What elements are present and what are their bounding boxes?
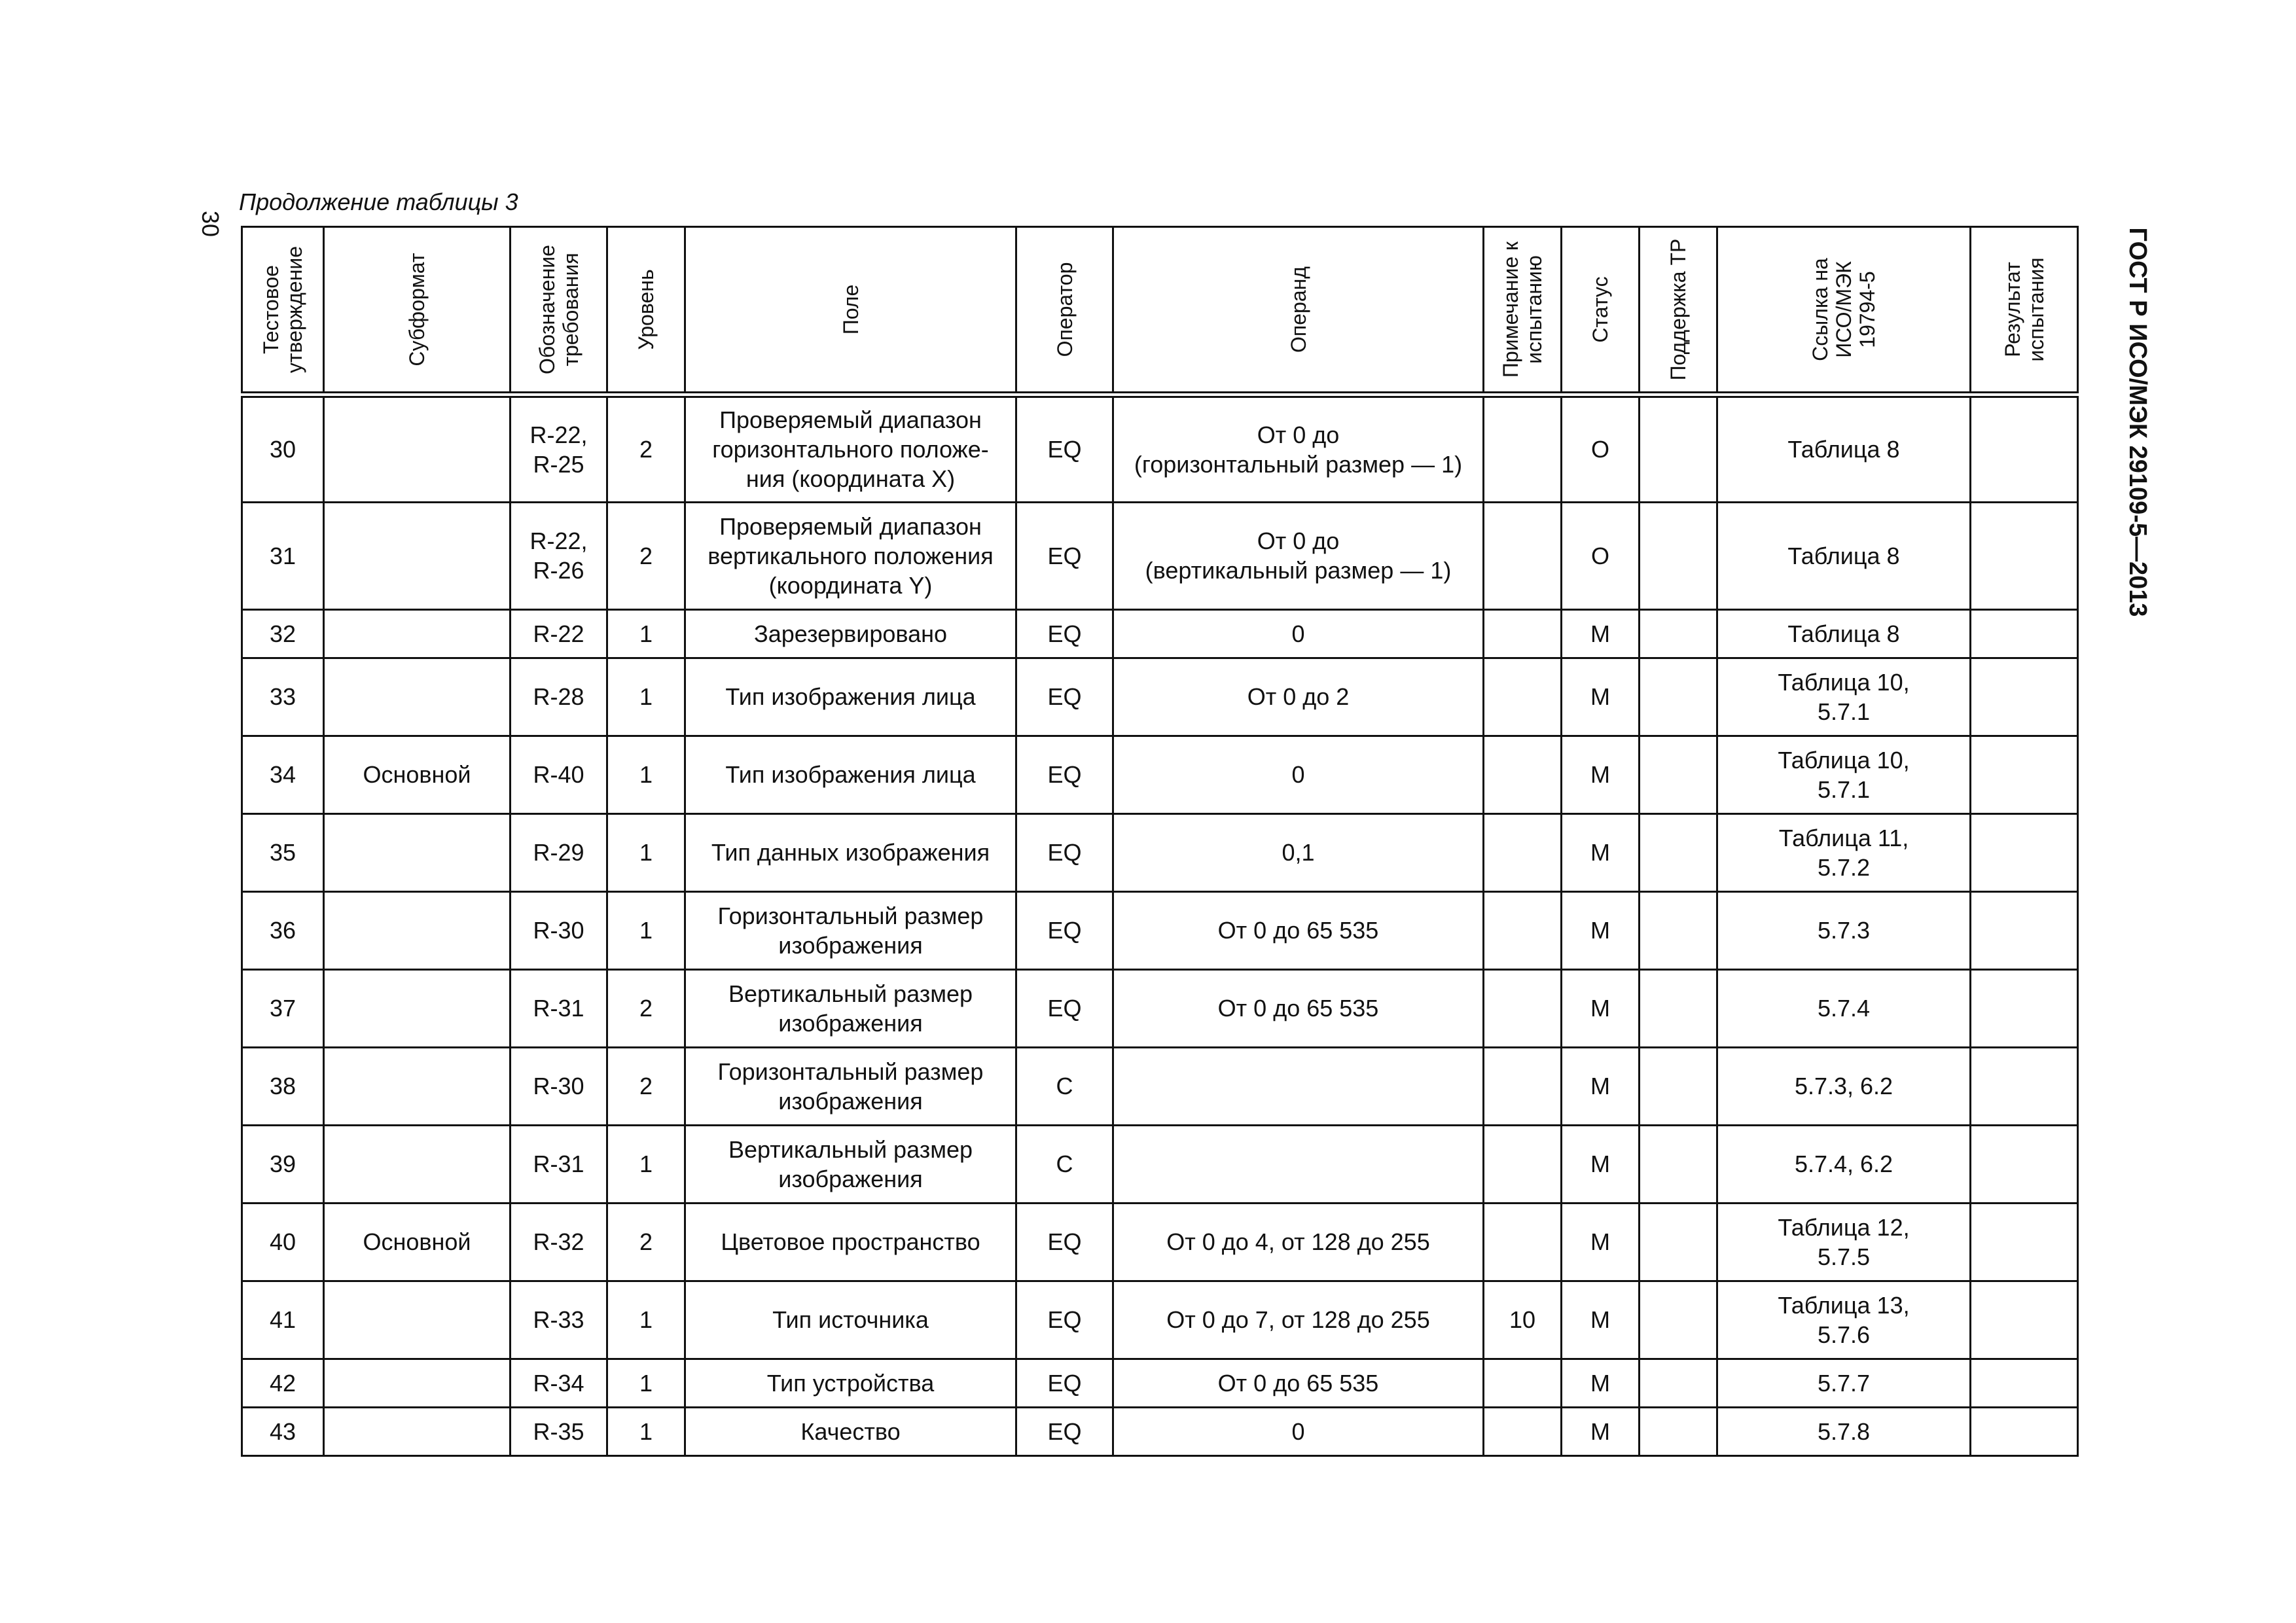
table-cell: 40 [242, 1203, 324, 1281]
table-row [242, 1359, 2078, 1407]
table-cell: R-40 [511, 736, 607, 813]
table-row [242, 813, 2078, 891]
table-cell [1640, 1359, 1717, 1407]
header-tr-support: Поддержка ТР [1666, 238, 1690, 381]
table-cell: R-31 [511, 969, 607, 1047]
table-cell: M [1562, 969, 1640, 1047]
table-row [242, 1203, 2078, 1281]
table-cell: 1 [607, 1407, 685, 1455]
table-cell: Таблица 8 [1717, 502, 1971, 609]
table-row [242, 1125, 2078, 1203]
table-cell [1971, 813, 2078, 891]
table-cell: EQ [1016, 1281, 1113, 1359]
table-row [242, 736, 2078, 813]
table-cell: 5.7.4 [1717, 969, 1971, 1047]
header-cell [511, 227, 607, 395]
table-cell: Таблица 12, 5.7.5 [1717, 1203, 1971, 1281]
table-cell: От 0 до 65 535 [1113, 969, 1484, 1047]
header-cell [1717, 227, 1971, 395]
table-cell: От 0 до 7, от 128 до 255 [1113, 1281, 1484, 1359]
header-test-result: Результат испытания [2000, 257, 2048, 362]
table-cell: O [1562, 395, 1640, 502]
table-cell: 10 [1484, 1281, 1562, 1359]
table-cell [324, 502, 511, 609]
table-cell: R-22, R-26 [511, 502, 607, 609]
table-cell: Вертикальный размер изображения [685, 1125, 1016, 1203]
table-cell: R-29 [511, 813, 607, 891]
header-cell [1113, 227, 1484, 395]
table-cell: 2 [607, 1047, 685, 1125]
table-cell: 0 [1113, 736, 1484, 813]
table-cell: Таблица 13, 5.7.6 [1717, 1281, 1971, 1359]
table-cell: M [1562, 813, 1640, 891]
table-cell [324, 969, 511, 1047]
table-cell: От 0 до (вертикальный размер — 1) [1113, 502, 1484, 609]
table-cell: EQ [1016, 969, 1113, 1047]
table-cell: R-33 [511, 1281, 607, 1359]
table-cell [1640, 891, 1717, 969]
table-row [242, 658, 2078, 736]
table-cell: 1 [607, 609, 685, 658]
table-cell [1484, 1125, 1562, 1203]
table-row [242, 969, 2078, 1047]
table-cell: 34 [242, 736, 324, 813]
table-cell: Вертикальный размер изображения [685, 969, 1016, 1047]
table-cell [1971, 1407, 2078, 1455]
table-cell: Горизонтальный размер изображения [685, 1047, 1016, 1125]
header-cell [1640, 227, 1717, 395]
header-field: Поле [838, 284, 863, 335]
table-cell: 1 [607, 736, 685, 813]
table-cell [324, 1359, 511, 1407]
table-cell: 42 [242, 1359, 324, 1407]
table-cell: EQ [1016, 736, 1113, 813]
table-cell: От 0 до 4, от 128 до 255 [1113, 1203, 1484, 1281]
header-subformat: Субформат [405, 253, 429, 366]
table-cell [1484, 1407, 1562, 1455]
table-cell: Качество [685, 1407, 1016, 1455]
table-cell: R-35 [511, 1407, 607, 1455]
table-cell [1484, 1359, 1562, 1407]
table-cell: 0,1 [1113, 813, 1484, 891]
table-cell [1484, 813, 1562, 891]
table-cell [324, 395, 511, 502]
table-cell: M [1562, 658, 1640, 736]
table-cell: M [1562, 1281, 1640, 1359]
table-cell [324, 1407, 511, 1455]
table-cell [324, 1047, 511, 1125]
table-cell: EQ [1016, 891, 1113, 969]
table-cell [1971, 502, 2078, 609]
table-cell: От 0 до 65 535 [1113, 1359, 1484, 1407]
header-cell [607, 227, 685, 395]
table-cell [1484, 1203, 1562, 1281]
table-cell: R-22, R-25 [511, 395, 607, 502]
table-row [242, 1281, 2078, 1359]
table-cell: M [1562, 1125, 1640, 1203]
table-cell: 30 [242, 395, 324, 502]
header-cell [1484, 227, 1562, 395]
table-cell [1484, 1047, 1562, 1125]
table-cell [1640, 1407, 1717, 1455]
table-cell: 1 [607, 1125, 685, 1203]
table-cell: Основной [324, 736, 511, 813]
table-cell: M [1562, 1359, 1640, 1407]
table-cell [1640, 1125, 1717, 1203]
table-cell: 1 [607, 891, 685, 969]
page-number: 30 [197, 210, 224, 238]
table-cell: 1 [607, 658, 685, 736]
table-row [242, 1407, 2078, 1455]
table-cell: EQ [1016, 813, 1113, 891]
table-cell [1484, 502, 1562, 609]
header-cell [1016, 227, 1113, 395]
table-cell: 1 [607, 1281, 685, 1359]
table-cell [1640, 1203, 1717, 1281]
table-cell: 41 [242, 1281, 324, 1359]
table-cell: От 0 до (горизонтальный размер — 1) [1113, 395, 1484, 502]
table-cell [1640, 502, 1717, 609]
table-cell: 2 [607, 969, 685, 1047]
table-cell: Тип изображения лица [685, 736, 1016, 813]
table-cell: Тип изображения лица [685, 658, 1016, 736]
header-operand: Операнд [1286, 266, 1310, 353]
table-cell: EQ [1016, 609, 1113, 658]
table-cell: 39 [242, 1125, 324, 1203]
table-cell [1484, 658, 1562, 736]
table-cell: Тип данных изображения [685, 813, 1016, 891]
table-cell: Тип устройства [685, 1359, 1016, 1407]
table-cell: 5.7.8 [1717, 1407, 1971, 1455]
table-cell: 1 [607, 1359, 685, 1407]
table-cell: Таблица 10, 5.7.1 [1717, 658, 1971, 736]
table-cell [1971, 1359, 2078, 1407]
table-cell: От 0 до 2 [1113, 658, 1484, 736]
table-cell: Горизонтальный размер изображения [685, 891, 1016, 969]
header-cell [324, 227, 511, 395]
table-cell: 37 [242, 969, 324, 1047]
table-caption: Продолжение таблицы 3 [239, 188, 518, 215]
header-cell [685, 227, 1016, 395]
table-cell: 2 [607, 395, 685, 502]
table-cell: EQ [1016, 395, 1113, 502]
table-cell [1971, 736, 2078, 813]
table-cell [1640, 1281, 1717, 1359]
table-cell [1640, 969, 1717, 1047]
header-cell [242, 227, 324, 395]
table-body [242, 395, 2078, 1455]
table-row [242, 891, 2078, 969]
table-cell: 43 [242, 1407, 324, 1455]
table-cell [324, 1125, 511, 1203]
table-cell [324, 813, 511, 891]
table-row [242, 502, 2078, 609]
header-cell [1562, 227, 1640, 395]
table-cell: Таблица 8 [1717, 609, 1971, 658]
table-cell: R-22 [511, 609, 607, 658]
table-cell [324, 1281, 511, 1359]
table-cell: 5.7.4, 6.2 [1717, 1125, 1971, 1203]
table-cell: EQ [1016, 1359, 1113, 1407]
header-operator: Оператор [1052, 262, 1077, 357]
table-cell: M [1562, 609, 1640, 658]
header-cell [1971, 227, 2078, 395]
table-cell: C [1016, 1047, 1113, 1125]
table-cell [1484, 736, 1562, 813]
table-cell: EQ [1016, 1407, 1113, 1455]
table-row [242, 609, 2078, 658]
table-cell: M [1562, 1407, 1640, 1455]
table-cell: От 0 до 65 535 [1113, 891, 1484, 969]
table-cell: 38 [242, 1047, 324, 1125]
table-cell: R-32 [511, 1203, 607, 1281]
table-cell: R-28 [511, 658, 607, 736]
table-cell: 31 [242, 502, 324, 609]
table-cell [1971, 1203, 2078, 1281]
table-cell: R-30 [511, 1047, 607, 1125]
table-cell: EQ [1016, 502, 1113, 609]
table-cell: 0 [1113, 609, 1484, 658]
table-row [242, 1047, 2078, 1125]
table-cell: 33 [242, 658, 324, 736]
table-cell [1640, 813, 1717, 891]
table-cell [1971, 395, 2078, 502]
table-cell: Цветовое пространство [685, 1203, 1016, 1281]
table-cell [1971, 969, 2078, 1047]
table-cell [1971, 1281, 2078, 1359]
table-cell: M [1562, 891, 1640, 969]
table-cell [1971, 658, 2078, 736]
table-cell: 1 [607, 813, 685, 891]
table-cell [1113, 1125, 1484, 1203]
table-cell: 35 [242, 813, 324, 891]
document-title: ГОСТ Р ИСО/МЭК 29109-5—2013 [2124, 227, 2151, 617]
table-cell [1484, 609, 1562, 658]
table-cell: R-31 [511, 1125, 607, 1203]
table-cell: 5.7.7 [1717, 1359, 1971, 1407]
table-cell: 5.7.3, 6.2 [1717, 1047, 1971, 1125]
table-cell: R-34 [511, 1359, 607, 1407]
table-cell: EQ [1016, 1203, 1113, 1281]
table-cell [324, 891, 511, 969]
table-cell: 36 [242, 891, 324, 969]
table-cell: M [1562, 736, 1640, 813]
table-cell: Тип источника [685, 1281, 1016, 1359]
header-reference: Ссылка на ИСО/МЭК 19794-5 [1808, 258, 1879, 361]
table-cell: EQ [1016, 658, 1113, 736]
table-cell: 2 [607, 1203, 685, 1281]
header-row [242, 227, 2078, 395]
table-cell [1971, 609, 2078, 658]
header-test-assertion: Тестовое утверждение [259, 245, 306, 374]
requirements-table [241, 226, 2079, 1457]
table-cell [1484, 891, 1562, 969]
table-cell: M [1562, 1203, 1640, 1281]
table-cell: O [1562, 502, 1640, 609]
table-cell: Проверяемый диапазон горизонтального положе- ния (координата X) [685, 395, 1016, 502]
table-cell [1484, 969, 1562, 1047]
table-cell [1971, 891, 2078, 969]
table-cell: Таблица 11, 5.7.2 [1717, 813, 1971, 891]
table-cell: R-30 [511, 891, 607, 969]
table-cell [1640, 395, 1717, 502]
header-status: Статус [1588, 276, 1612, 343]
table-cell: M [1562, 1047, 1640, 1125]
header-requirement-id: Обозначение требования [535, 245, 583, 374]
table-cell: 2 [607, 502, 685, 609]
table-cell: C [1016, 1125, 1113, 1203]
table-cell [1484, 395, 1562, 502]
table-cell [324, 658, 511, 736]
table-cell [1640, 609, 1717, 658]
table-cell: Основной [324, 1203, 511, 1281]
table-row [242, 395, 2078, 502]
table-cell: 0 [1113, 1407, 1484, 1455]
table-cell: Зарезервировано [685, 609, 1016, 658]
table-cell [1971, 1125, 2078, 1203]
table-cell: 32 [242, 609, 324, 658]
table-cell: Таблица 8 [1717, 395, 1971, 502]
header-level: Уровень [634, 269, 658, 350]
table-cell: 5.7.3 [1717, 891, 1971, 969]
table-cell [1113, 1047, 1484, 1125]
table-cell: Таблица 10, 5.7.1 [1717, 736, 1971, 813]
table-cell [1640, 736, 1717, 813]
header-test-note: Примечание к испытанию [1499, 241, 1546, 378]
table-cell [1640, 1047, 1717, 1125]
table-cell: Проверяемый диапазон вертикального положения (координата Y) [685, 502, 1016, 609]
table-cell [1640, 658, 1717, 736]
table-cell [1971, 1047, 2078, 1125]
table-cell [324, 609, 511, 658]
